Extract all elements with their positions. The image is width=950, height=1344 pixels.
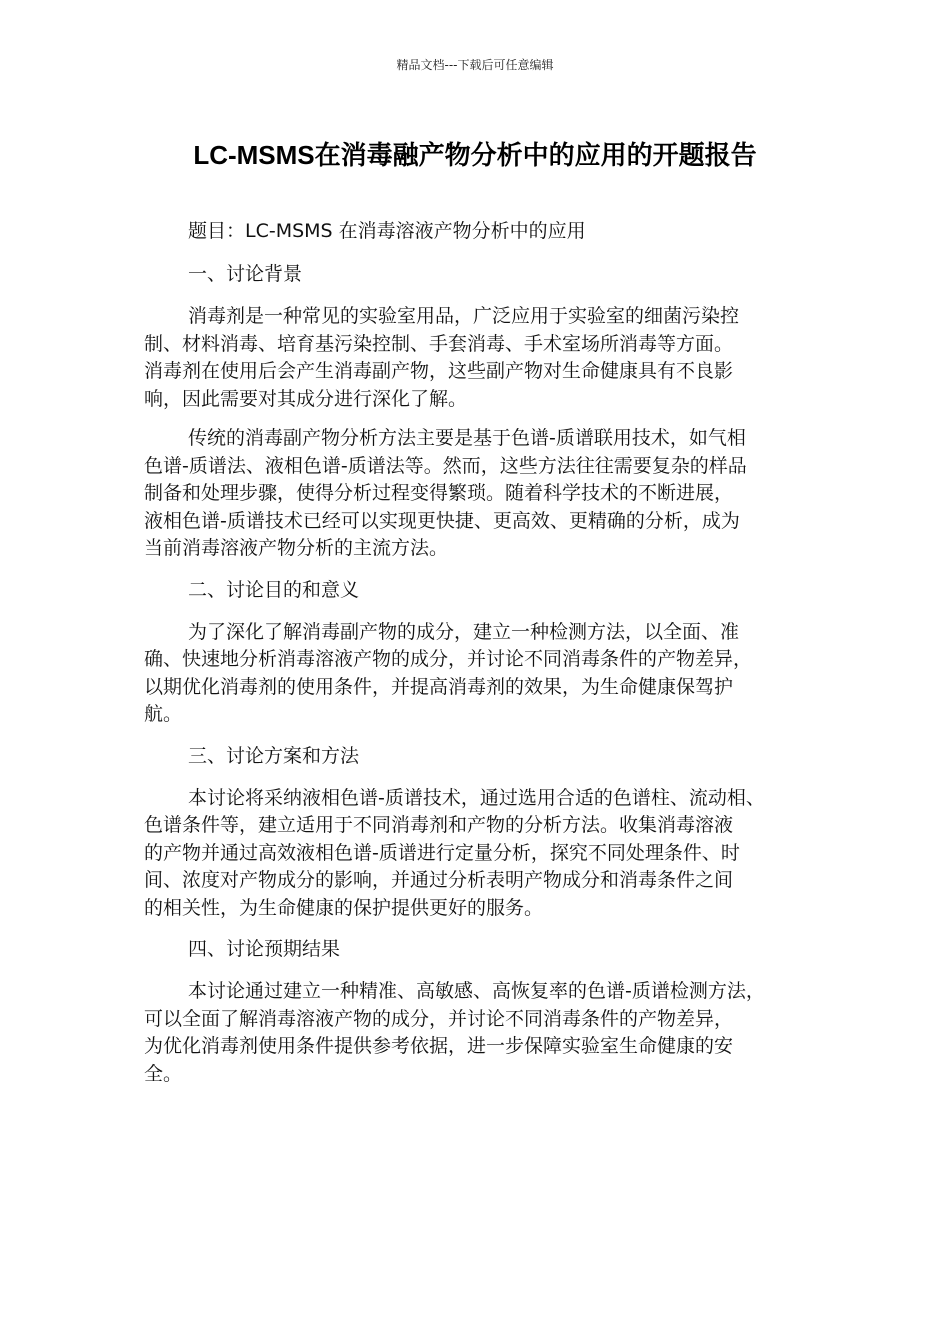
paragraph-line: 响，因此需要对其成分进行深化了解。 (144, 387, 468, 410)
paragraph-line: 为优化消毒剂使用条件提供参考依据，进一步保障实验室生命健康的安 (144, 1035, 734, 1057)
paragraph (144, 978, 810, 1088)
paragraph-line: 的产物并通过高效液相色谱-质谱进行定量分析，探究不同处理条件、时 (144, 841, 740, 864)
paragraph-line: 传统的消毒副产物分析方法主要是基于色谱-质谱联用技术，如气相 (188, 427, 746, 449)
paragraph-line: 全。 (144, 1062, 183, 1085)
paragraph-line: 可以全面了解消毒溶液产物的成分，并讨论不同消毒条件的产物差异， (144, 1007, 734, 1030)
document-title: LC-MSMS在消毒融产物分析中的应用的开题报告 (193, 140, 757, 170)
page-header: 精品文档---下载后可任意编辑 (396, 58, 554, 72)
paragraph-line: 色谱条件等，建立适用于不同消毒剂和产物的分析方法。收集消毒溶液 (144, 814, 734, 836)
section-heading-purpose: 二、讨论目的和意义 (188, 578, 360, 601)
document-body (144, 216, 810, 1100)
section-heading-expected-results: 四、讨论预期结果 (188, 938, 341, 960)
subject-line: 题目：LC-MSMS 在消毒溶液产物分析中的应用 (188, 220, 586, 242)
paragraph-line: 间、浓度对产物成分的影响，并通过分析表明产物成分和消毒条件之间 (144, 869, 734, 891)
paragraph-line: 制、材料消毒、培育基污染控制、手套消毒、手术室场所消毒等方面。 (144, 332, 734, 355)
paragraph-line: 航。 (144, 703, 183, 725)
section-heading-background: 一、讨论背景 (188, 263, 303, 285)
paragraph-line: 本讨论将采纳液相色谱-质谱技术，通过选用合适的色谱柱、流动相、 (188, 786, 765, 809)
paragraph-line: 的相关性，为生命健康的保护提供更好的服务。 (144, 896, 544, 919)
paragraph (144, 785, 810, 923)
paragraph-line: 确、快速地分析消毒溶液产物的成分，并讨论不同消毒条件的产物差异， (144, 648, 753, 670)
paragraph-line: 以期优化消毒剂的使用条件，并提高消毒剂的效果，为生命健康保驾护 (144, 675, 734, 698)
paragraph-line: 为了深化了解消毒副产物的成分，建立一种检测方法，以全面、准 (188, 620, 740, 643)
paragraph-line: 消毒剂在使用后会产生消毒副产物，这些副产物对生命健康具有不良影 (144, 360, 734, 382)
paragraph-line: 色谱-质谱法、液相色谱-质谱法等。然而，这些方法往往需要复杂的样品 (144, 454, 747, 477)
paragraph (144, 425, 810, 563)
paragraph-line: 消毒剂是一种常见的实验室用品，广泛应用于实验室的细菌污染控 (188, 305, 740, 327)
paragraph (144, 619, 810, 729)
paragraph-line: 液相色谱-质谱技术已经可以实现更快捷、更高效、更精确的分析，成为 (144, 509, 740, 532)
paragraph-line: 本讨论通过建立一种精准、高敏感、高恢复率的色谱-质谱检测方法， (188, 980, 765, 1002)
paragraph (144, 303, 810, 413)
paragraph-line: 制备和处理步骤，使得分析过程变得繁琐。随着科学技术的不断进展， (144, 482, 734, 504)
paragraph-line: 当前消毒溶液产物分析的主流方法。 (144, 537, 449, 559)
section-heading-methods: 三、讨论方案和方法 (188, 744, 360, 767)
